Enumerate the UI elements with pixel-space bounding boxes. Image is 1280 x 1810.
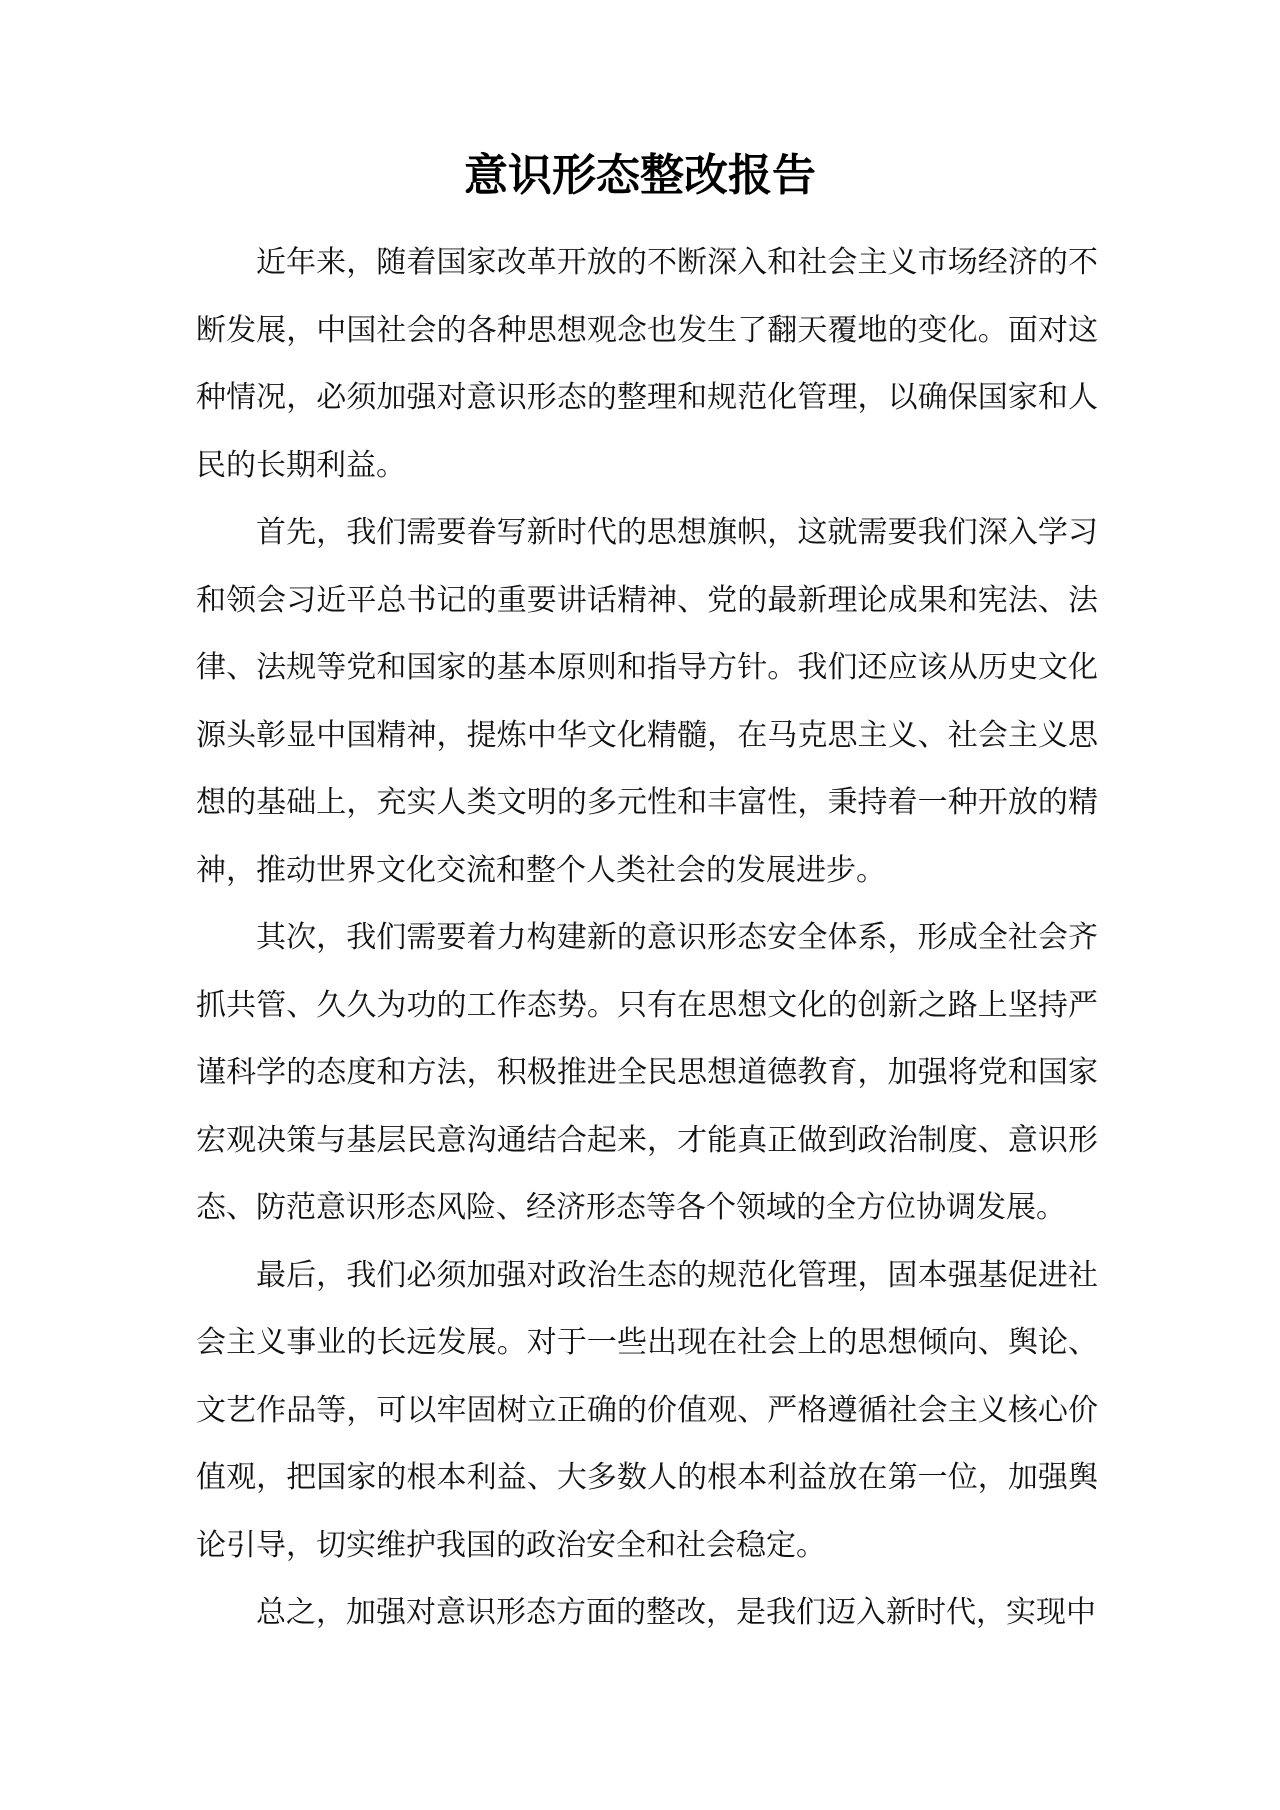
paragraph-intro: 近年来，随着国家改革开放的不断深入和社会主义市场经济的不断发展，中国社会的各种思想观念也发生了翻天覆地的变化。面对这种情况，必须加强对意识形态的整理和规范化管理，以确保国家和人民的长期利益。 <box>196 245 1098 483</box>
paragraph-second: 其次，我们需要着力构建新的意识形态安全体系，形成全社会齐抓共管、久久为功的工作态势。只有在思想文化的创新之路上坚持严谨科学的态度和方法，积极推进全民思想道德教育，加强将党和国家宏观决策与基层民意沟通结合起来，才能真正做到政治制度、意识形态、防范意识形态风险、经济形态等各个领域的全方位协调发展。 <box>196 920 1098 1225</box>
document-title: 意识形态整改报告 <box>464 150 816 201</box>
paragraph-conclusion: 总之，加强对意识形态方面的整改，是我们迈入新时代，实现中 <box>256 1595 1096 1630</box>
paragraph-last: 最后，我们必须加强对政治生态的规范化管理，固本强基促进社会主义事业的长远发展。对于一些出现在社会上的思想倾向、舆论、文艺作品等，可以牢固树立正确的价值观、严格遵循社会主义核心价值观，把国家的根本利益、大多数人的根本利益放在第一位，加强舆论引导，切实维护我国的政治安全和社会稳定。 <box>196 1257 1098 1563</box>
paragraph-first: 首先，我们需要眷写新时代的思想旗帜，这就需要我们深入学习和领会习近平总书记的重要讲话精神、党的最新理论成果和宪法、法律、法规等党和国家的基本原则和指导方针。我们还应该从历史文化源头彰显中国精神，提炼中华文化精髓，在马克思主义、社会主义思想的基础上，充实人类文明的多元性和丰富性，秉持着一种开放的精神，推动世界文化交流和整个人类社会的发展进步。 <box>196 515 1098 888</box>
document-body <box>196 229 1098 1647</box>
